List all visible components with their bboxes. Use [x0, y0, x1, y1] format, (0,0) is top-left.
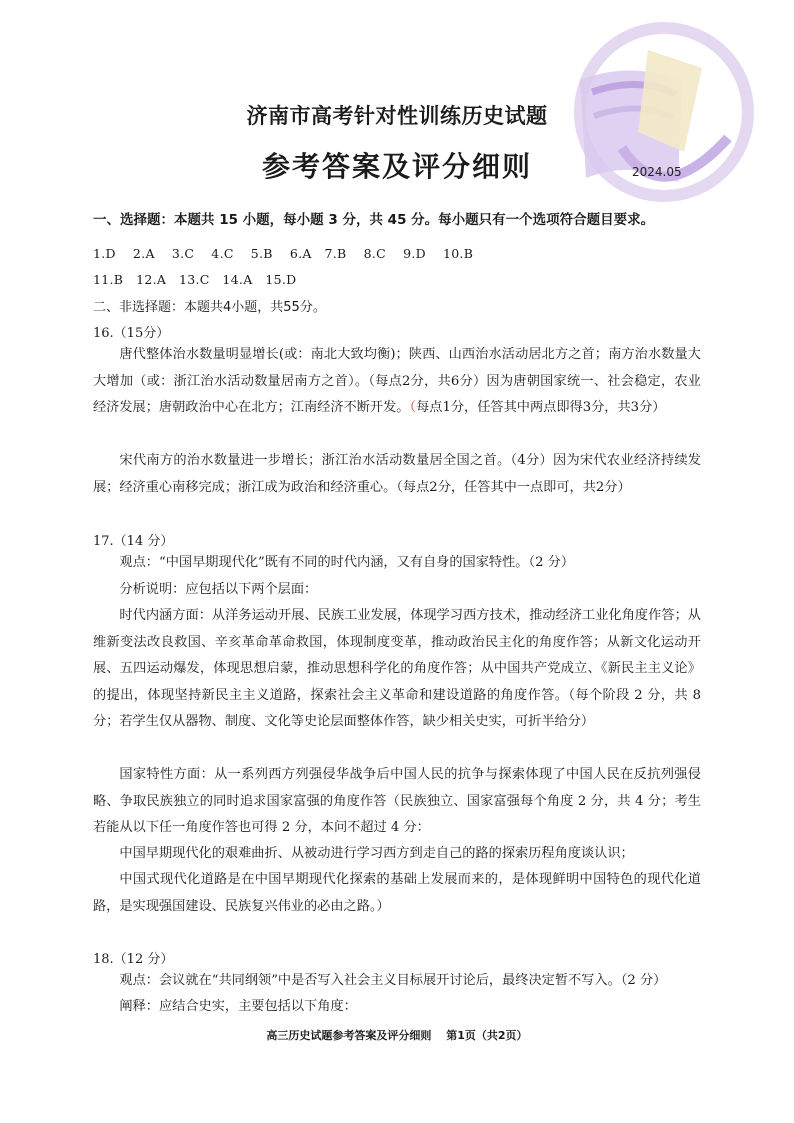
q16-tang-scoring: 每点1分，任答其中两点即得3分，共3分）	[416, 400, 666, 415]
q18-viewpoint: 观点：会议就在“共同纲领”中是否写入社会主义目标展开讨论后，最终决定暂不写入。（2 分）	[119, 973, 667, 988]
q16-label: 16.（15分）	[93, 326, 170, 341]
exam-date: 2024.05	[632, 165, 682, 179]
q17-label: 17.（14 分）	[93, 534, 174, 549]
q16-answer-tang	[93, 342, 701, 422]
q16-answer-song: 宋代南方的治水数量进一步增长；浙江治水活动数量居全国之首。（4分）因为宋代农业经济持续发展；经济重心南移完成；浙江成为政治和经济重心。（每点2分，任答其中一点即可，共2分）	[93, 453, 701, 495]
q17-angle-2: 中国式现代化道路是在中国早期现代化探索的基础上发展而来的，是体现鲜明中国特色的现代化道路，是实现强国建设、民族复兴伟业的必由之路。）	[93, 872, 701, 914]
page-title: 济南市高考针对性训练历史试题	[246, 103, 548, 128]
answers-row-1: 1.D 2.A 3.C 4.C 5.B 6.A 7.B 8.C 9.D 10.B	[93, 246, 474, 261]
q17-analysis: 分析说明：应包括以下两个层面：	[119, 582, 318, 597]
q18-explain: 阐释：应结合史实，主要包括以下角度：	[119, 999, 357, 1014]
section2-heading: 二、非选择题：本题共4小题，共55分。	[93, 300, 326, 315]
q17-viewpoint: 观点：“中国早期现代化”既有不同的时代内涵，又有自身的国家特性。（2 分）	[119, 555, 575, 570]
q17-nation-aspect: 国家特性方面：从一系列西方列强侵华战争后中国人民的抗争与探索体现了中国人民在反抗列强侵略、争取民族独立的同时追求国家富强的角度作答（民族独立、国家富强每个角度 2 分，共 4 分；考生若能从以下任一角度作答也可得 2 分，本问不超过 4 分：	[93, 767, 701, 835]
q18-label: 18.（12 分）	[93, 952, 174, 967]
q16-tang-mark: （	[409, 400, 417, 415]
answers-row-2: 11.B 12.A 13.C 14.A 15.D	[93, 272, 297, 287]
section1-heading: 一、选择题：本题共 15 小题，每小题 3 分，共 45 分。每小题只有一个选项符合题目要求。	[93, 212, 655, 228]
page-subtitle: 参考答案及评分细则	[261, 150, 532, 183]
q17-angle-1: 中国早期现代化的艰难曲折、从被动进行学习西方到走自己的路的探索历程角度谈认识；	[119, 846, 634, 861]
q16-tang-text: 唐代整体治水数量明显增长(或：南北大致均衡)；陕西、山西治水活动居北方之首；南方治水数量大大增加（或：浙江治水活动数量居南方之首）。（每点2分，共6分）因为唐朝国家统一、社会稳定，农业经济发展；唐朝政治中心在北方；江南经济不断开发。	[93, 347, 701, 415]
q17-era-aspect: 时代内涵方面：从洋务运动开展、民族工业发展，体现学习西方技术，推动经济工业化角度作答；从维新变法改良救国、辛亥革命革命救国，体现制度变革，推动政治民主化的角度作答；从新文化运动开展、五四运动爆发，体现思想启蒙，推动思想科学化的角度作答；从中国共产党成立、《新民主主义论》的提出，体现坚持新民主主义道路，探索社会主义革命和建设道路的角度作答。（每个阶段 2 分，共 8 分；若学生仅从器物、制度、文化等史论层面整体作答，缺少相关史实，可折半给分）	[93, 608, 701, 729]
page-footer: 高三历史试题参考答案及评分细则 第1页（共2页）	[266, 1029, 528, 1042]
